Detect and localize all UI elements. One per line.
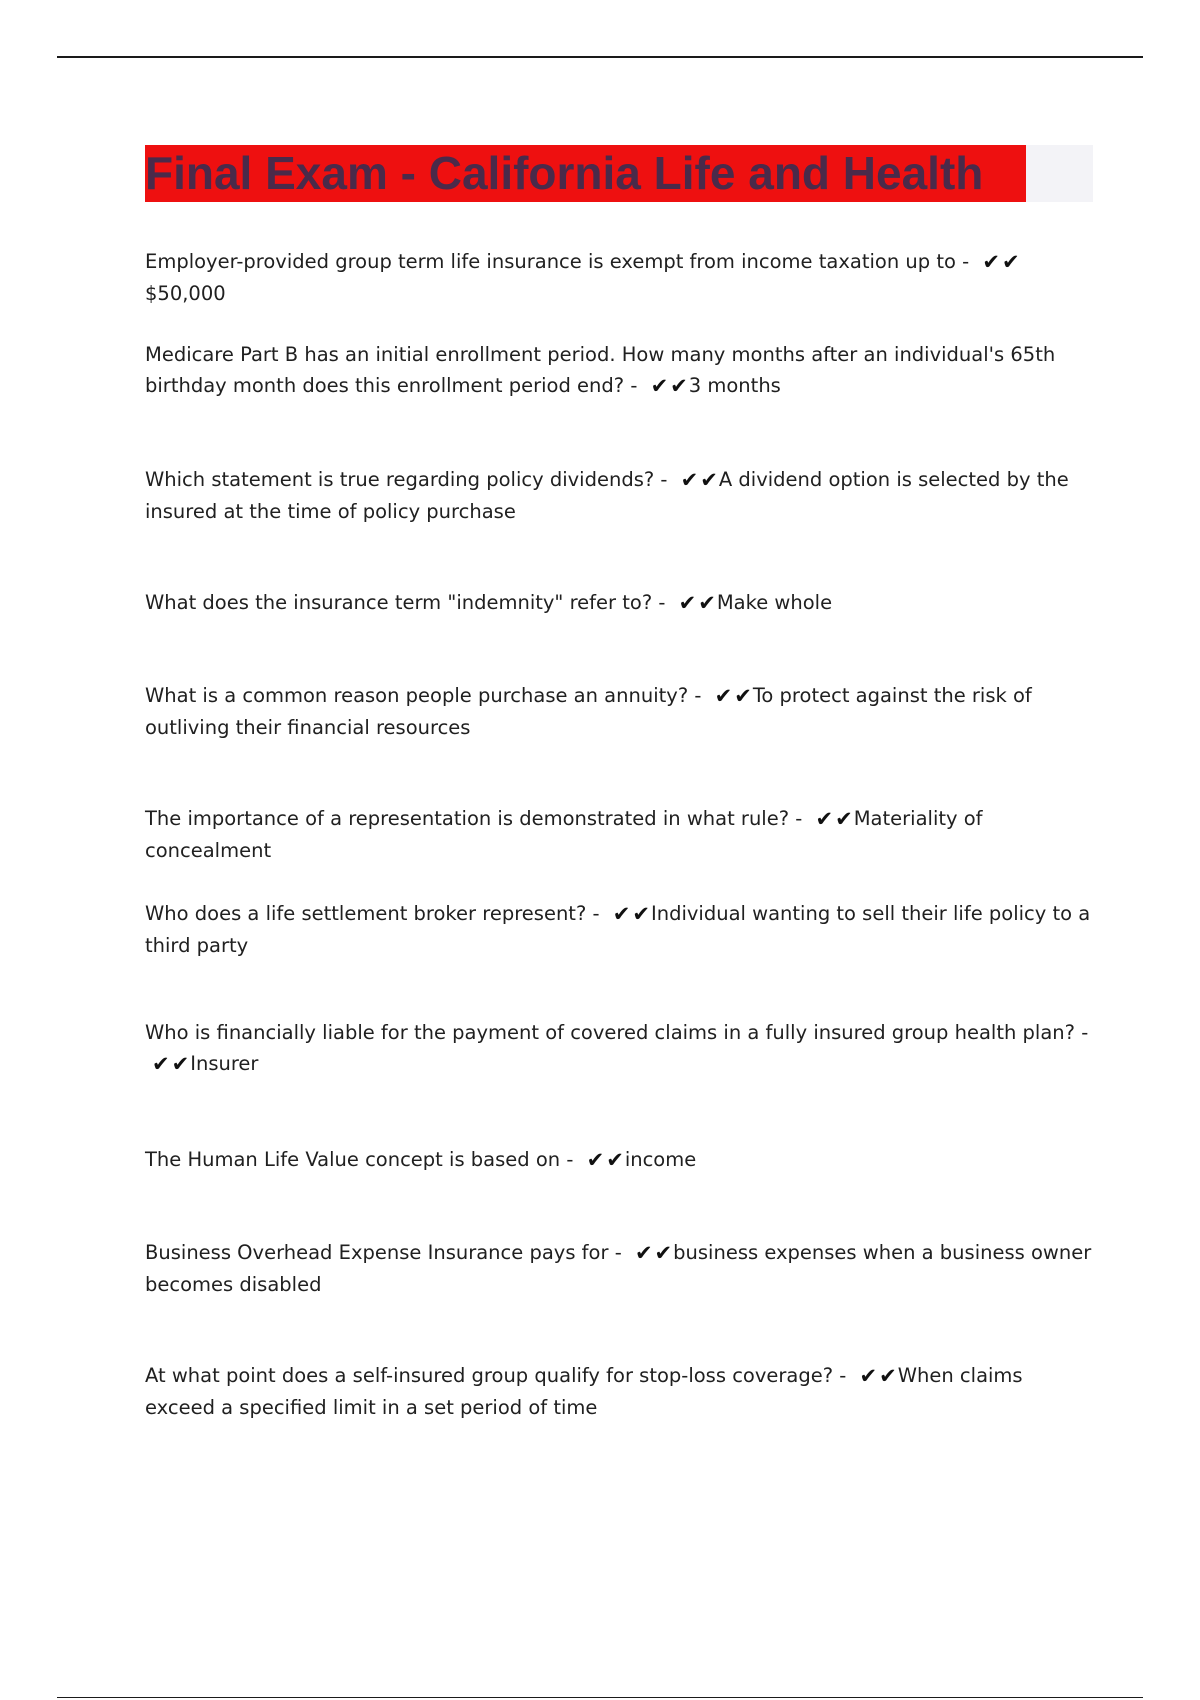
answer-text: business expenses when a business owner becomes disabled — [145, 1241, 1092, 1296]
checkmark-icon: ✔ — [171, 1052, 190, 1076]
checkmark-icon: ✔ — [714, 684, 733, 708]
question-text: Business Overhead Expense Insurance pays for — [145, 1241, 609, 1264]
checkmark-icon: ✔ — [680, 468, 699, 492]
qa-item — [145, 587, 1095, 619]
question-text: What does the insurance term "indemnity" refer to? — [145, 591, 653, 614]
checkmark-icon: ✔ — [982, 250, 1000, 274]
question-text: The importance of a representation is demonstrated in what rule? — [145, 807, 790, 830]
separator: - — [789, 807, 809, 830]
answer-text: $50,000 — [145, 282, 226, 305]
question-text: Who is financially liable for the payment of covered claims in a fully insured group health plan? — [145, 1021, 1076, 1044]
checkmark-icon: ✔ — [606, 1148, 624, 1172]
checkmark-icon: ✔ — [670, 374, 688, 398]
separator: - — [955, 250, 976, 273]
footer-rule — [57, 1697, 1143, 1698]
qa-item — [145, 246, 1095, 309]
checkmark-icon: ✔ — [815, 807, 834, 831]
answer-text: Make whole — [716, 591, 833, 614]
checkmark-icon: ✔ — [152, 1052, 170, 1076]
qa-item — [145, 803, 1095, 866]
separator: - — [624, 374, 644, 397]
answer-text: A dividend option is selected by the insured at the time of policy purchase — [145, 468, 1069, 523]
checkmark-icon: ✔ — [1001, 250, 1020, 274]
qa-item — [145, 1017, 1095, 1080]
answer-text: Insurer — [190, 1052, 259, 1075]
question-text: The Human Life Value concept is based on — [145, 1148, 561, 1171]
checkmark-icon: ✔ — [632, 902, 650, 926]
question-text: Which statement is true regarding policy dividends? — [145, 468, 655, 491]
question-text: Employer-provided group term life insurance is exempt from income taxation up to — [145, 250, 956, 273]
title-block — [145, 145, 1093, 202]
checkmark-icon: ✔ — [835, 807, 853, 831]
question-text: At what point does a self-insured group qualify for stop-loss coverage? — [145, 1364, 834, 1387]
checkmark-icon: ✔ — [734, 684, 752, 708]
checkmark-icon: ✔ — [654, 1241, 673, 1265]
checkmark-icon: ✔ — [612, 902, 631, 926]
question-text: What is a common reason people purchase an annuity? — [145, 684, 689, 707]
answer-text: Individual wanting to sell their life policy to a third party — [145, 902, 1091, 957]
answer-text: 3 months — [688, 374, 781, 397]
checkmark-icon: ✔ — [859, 1364, 878, 1388]
checkmark-icon: ✔ — [586, 1148, 605, 1172]
qa-item — [145, 1360, 1095, 1423]
question-text: Medicare Part B has an initial enrollment period. How many months after an individual's 65th birthday month does this enrollment period end? — [145, 343, 1056, 397]
document-title: Final Exam - California Life and Health — [145, 145, 1026, 202]
separator: - — [652, 591, 672, 614]
answer-text: Materiality of concealment — [145, 807, 983, 862]
answer-text: When claims exceed a specified limit in a set period of time — [145, 1364, 1023, 1419]
separator: - — [560, 1148, 580, 1171]
separator: - — [688, 684, 708, 707]
separator: - — [586, 902, 606, 925]
checkmark-icon: ✔ — [650, 374, 669, 398]
qa-item — [145, 1237, 1095, 1300]
qa-item — [145, 680, 1095, 743]
checkmark-icon: ✔ — [698, 591, 716, 615]
answer-text: income — [624, 1148, 697, 1171]
checkmark-icon: ✔ — [634, 1241, 653, 1265]
header-rule — [57, 56, 1143, 58]
qa-item — [145, 1144, 1095, 1176]
checkmark-icon: ✔ — [879, 1364, 897, 1388]
separator: - — [1075, 1021, 1089, 1044]
question-text: Who does a life settlement broker represent? — [145, 902, 587, 925]
checkmark-icon: ✔ — [700, 468, 718, 492]
separator: - — [833, 1364, 853, 1387]
answer-text: To protect against the risk of outliving their financial resources — [145, 684, 1032, 739]
qa-item — [145, 898, 1095, 961]
qa-item — [145, 464, 1095, 527]
separator: - — [654, 468, 674, 491]
qa-item — [145, 339, 1095, 402]
checkmark-icon: ✔ — [678, 591, 697, 615]
separator: - — [608, 1241, 628, 1264]
